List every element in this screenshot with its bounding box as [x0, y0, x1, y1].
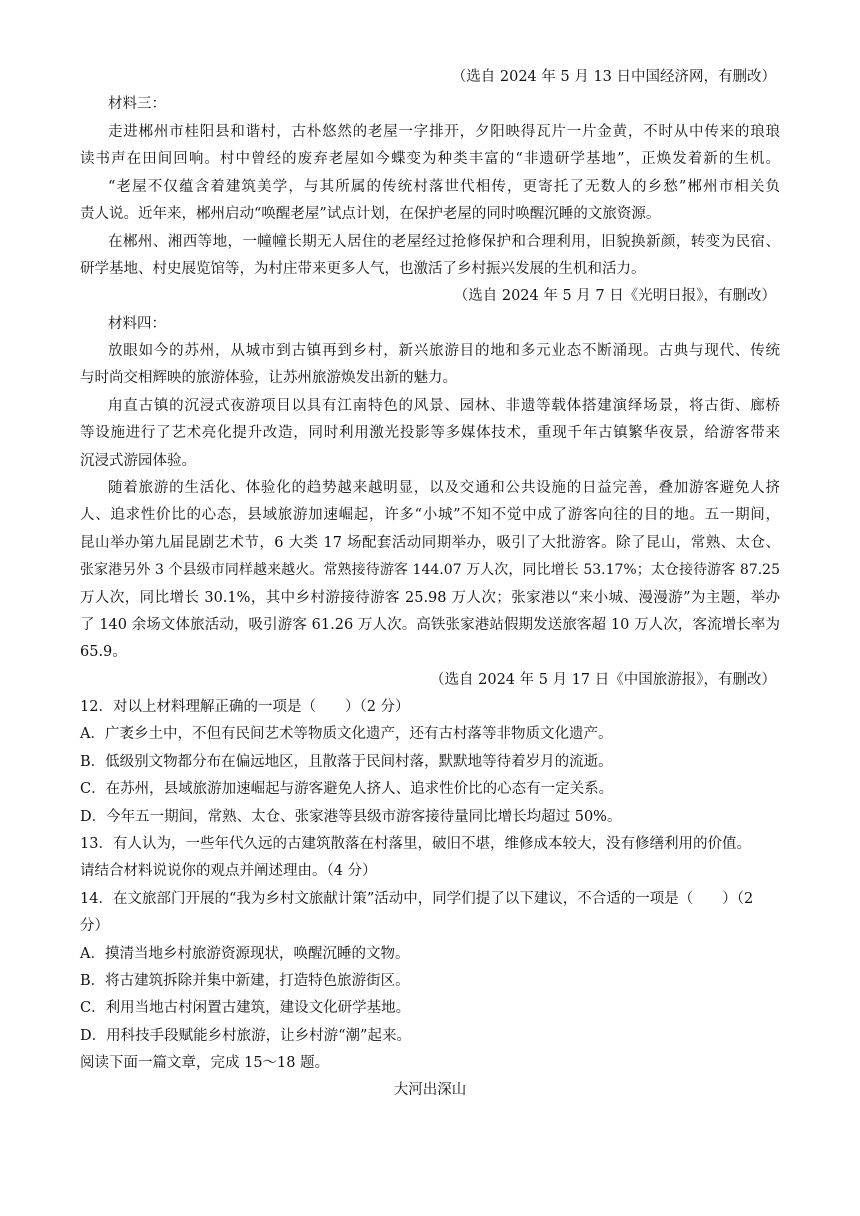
material3-line: 在郴州、湘西等地，一幢幢长期无人居住的老屋经过抢修保护和合理利用，旧貌换新颜，转变为民宿、 — [108, 234, 780, 250]
question-12-option-c: C．在苏州，县域旅游加速崛起与游客避免人挤人、追求性价比的心态有一定关系。 — [80, 781, 614, 797]
material3-line: 走进郴州市桂阳县和谐村，古朴悠然的老屋一字排开，夕阳映得瓦片一片金黄，不时从中传来的琅琅 — [108, 124, 780, 140]
material4-line: 昆山举办第九届昆剧艺术节，6 大类 17 场配套活动同期举办，吸引了大批游客。除了昆山，常熟、太仓、 — [80, 535, 780, 551]
question-14-option-b: B．将古建筑拆除并集中新建，打造特色旅游街区。 — [80, 973, 410, 989]
material4-line: 与时尚交相辉映的旅游体验，让苏州旅游焕发出新的魅力。 — [80, 370, 457, 386]
material3-line: 读书声在田间回响。村中曾经的废弃老屋如今蝶变为种类丰富的“非遗研学基地”，正焕发着新的生机。 — [80, 151, 780, 167]
question-14-option-d: D．用科技手段赋能乡村旅游，让乡村游“潮”起来。 — [80, 1028, 411, 1044]
question-12-option-a: A．广袤乡土中，不但有民间艺术等物质文化遗产，还有古村落等非物质文化遗产。 — [80, 726, 613, 742]
question-12-stem: 12．对以上材料理解正确的一项是（ ）（2 分） — [80, 699, 410, 715]
material4-line: 沉浸式游园体验。 — [80, 453, 196, 469]
question-13-line: 13．有人认为，一些年代久远的古建筑散落在村落里，破旧不堪，维修成本较大，没有修缮利用的价值。 — [80, 836, 751, 852]
question-12-option-b: B．低级别文物都分布在偏远地区，且散落于民间村落，默默地等待着岁月的流逝。 — [80, 754, 613, 770]
question-14-option-c: C．利用当地古村闲置古建筑，建设文化研学基地。 — [80, 1000, 411, 1016]
article-title: 大河出深山 — [393, 1082, 467, 1098]
material4-line: 甪直古镇的沉浸式夜游项目以具有江南特色的风景、园林、非遗等载体搭建演绎场景，将古街、廊桥 — [108, 398, 780, 414]
material4-line: 放眼如今的苏州，从城市到古镇再到乡村，新兴旅游目的地和多元业态不断涌现。古典与现代、传统 — [108, 343, 780, 359]
question-12-option-d: D．今年五一期间，常熟、太仓、张家港等县级市游客接待量同比增长均超过 50%。 — [80, 809, 622, 825]
source-citation-top: （选自 2024 年 5 月 13 日中国经济网，有删改） — [451, 69, 776, 85]
material3-label: 材料三： — [108, 96, 166, 112]
material4-line: 了 140 余场文体旅活动，吸引游客 61.26 万人次。高铁张家港站假期发送旅客超 10 万人次，客流增长率为 — [80, 617, 780, 633]
material4-line: 65.9。 — [80, 644, 127, 660]
question-14-line: 分） — [80, 918, 109, 934]
material4-line: 等设施进行了艺术亮化提升改造，同时利用激光投影等多媒体技术，重现千年古镇繁华夜景，给游客带来 — [80, 425, 780, 441]
material4-line: 张家港另外 3 个县级市同样越来越火。常熟接待游客 144.07 万人次，同比增长 53.17%；太仓接待游客 87.25 — [80, 562, 780, 578]
material3-line: 研学基地、村史展览馆等，为村庄带来更多人气，也激活了乡村振兴发展的生机和活力。 — [80, 261, 646, 277]
material4-line: 万人次，同比增长 30.1%，其中乡村游接待游客 25.98 万人次；张家港以“来小城、漫漫游”为主题，举办 — [80, 590, 780, 606]
reading-instruction: 阅读下面一篇文章，完成 15～18 题。 — [80, 1055, 330, 1071]
question-14-option-a: A．摸清当地乡村旅游资源现状，唤醒沉睡的文物。 — [80, 946, 410, 962]
material4-line: 随着旅游的生活化、体验化的趋势越来越明显，以及交通和公共设施的日益完善，叠加游客避免人挤 — [108, 480, 780, 496]
material3-source: （选自 2024 年 5 月 7 日《光明日报》，有删改） — [453, 288, 776, 304]
material4-source: （选自 2024 年 5 月 17 日《中国旅游报》，有删改） — [430, 672, 776, 688]
question-14-line: 14．在文旅部门开展的“我为乡村文旅献计策”活动中，同学们提了以下建议，不合适的一项是（ ）（2 — [80, 891, 754, 907]
question-13-line: 请结合材料说说你的观点并阐述理由。（4 分） — [80, 863, 377, 879]
material4-label: 材料四： — [108, 316, 166, 332]
material4-line: 人、追求性价比的心态，县域旅游加速崛起，许多“小城”不知不觉中成了游客向往的目的地。五一期间， — [80, 507, 780, 523]
material3-line: 责人说。近年来，郴州启动“唤醒老屋”试点计划，在保护老屋的同时唤醒沉睡的文旅资源。 — [80, 206, 661, 222]
material3-line: “老屋不仅蕴含着建筑美学，与其所属的传统村落世代相传，更寄托了无数人的乡愁”郴州市相关负 — [108, 179, 780, 195]
